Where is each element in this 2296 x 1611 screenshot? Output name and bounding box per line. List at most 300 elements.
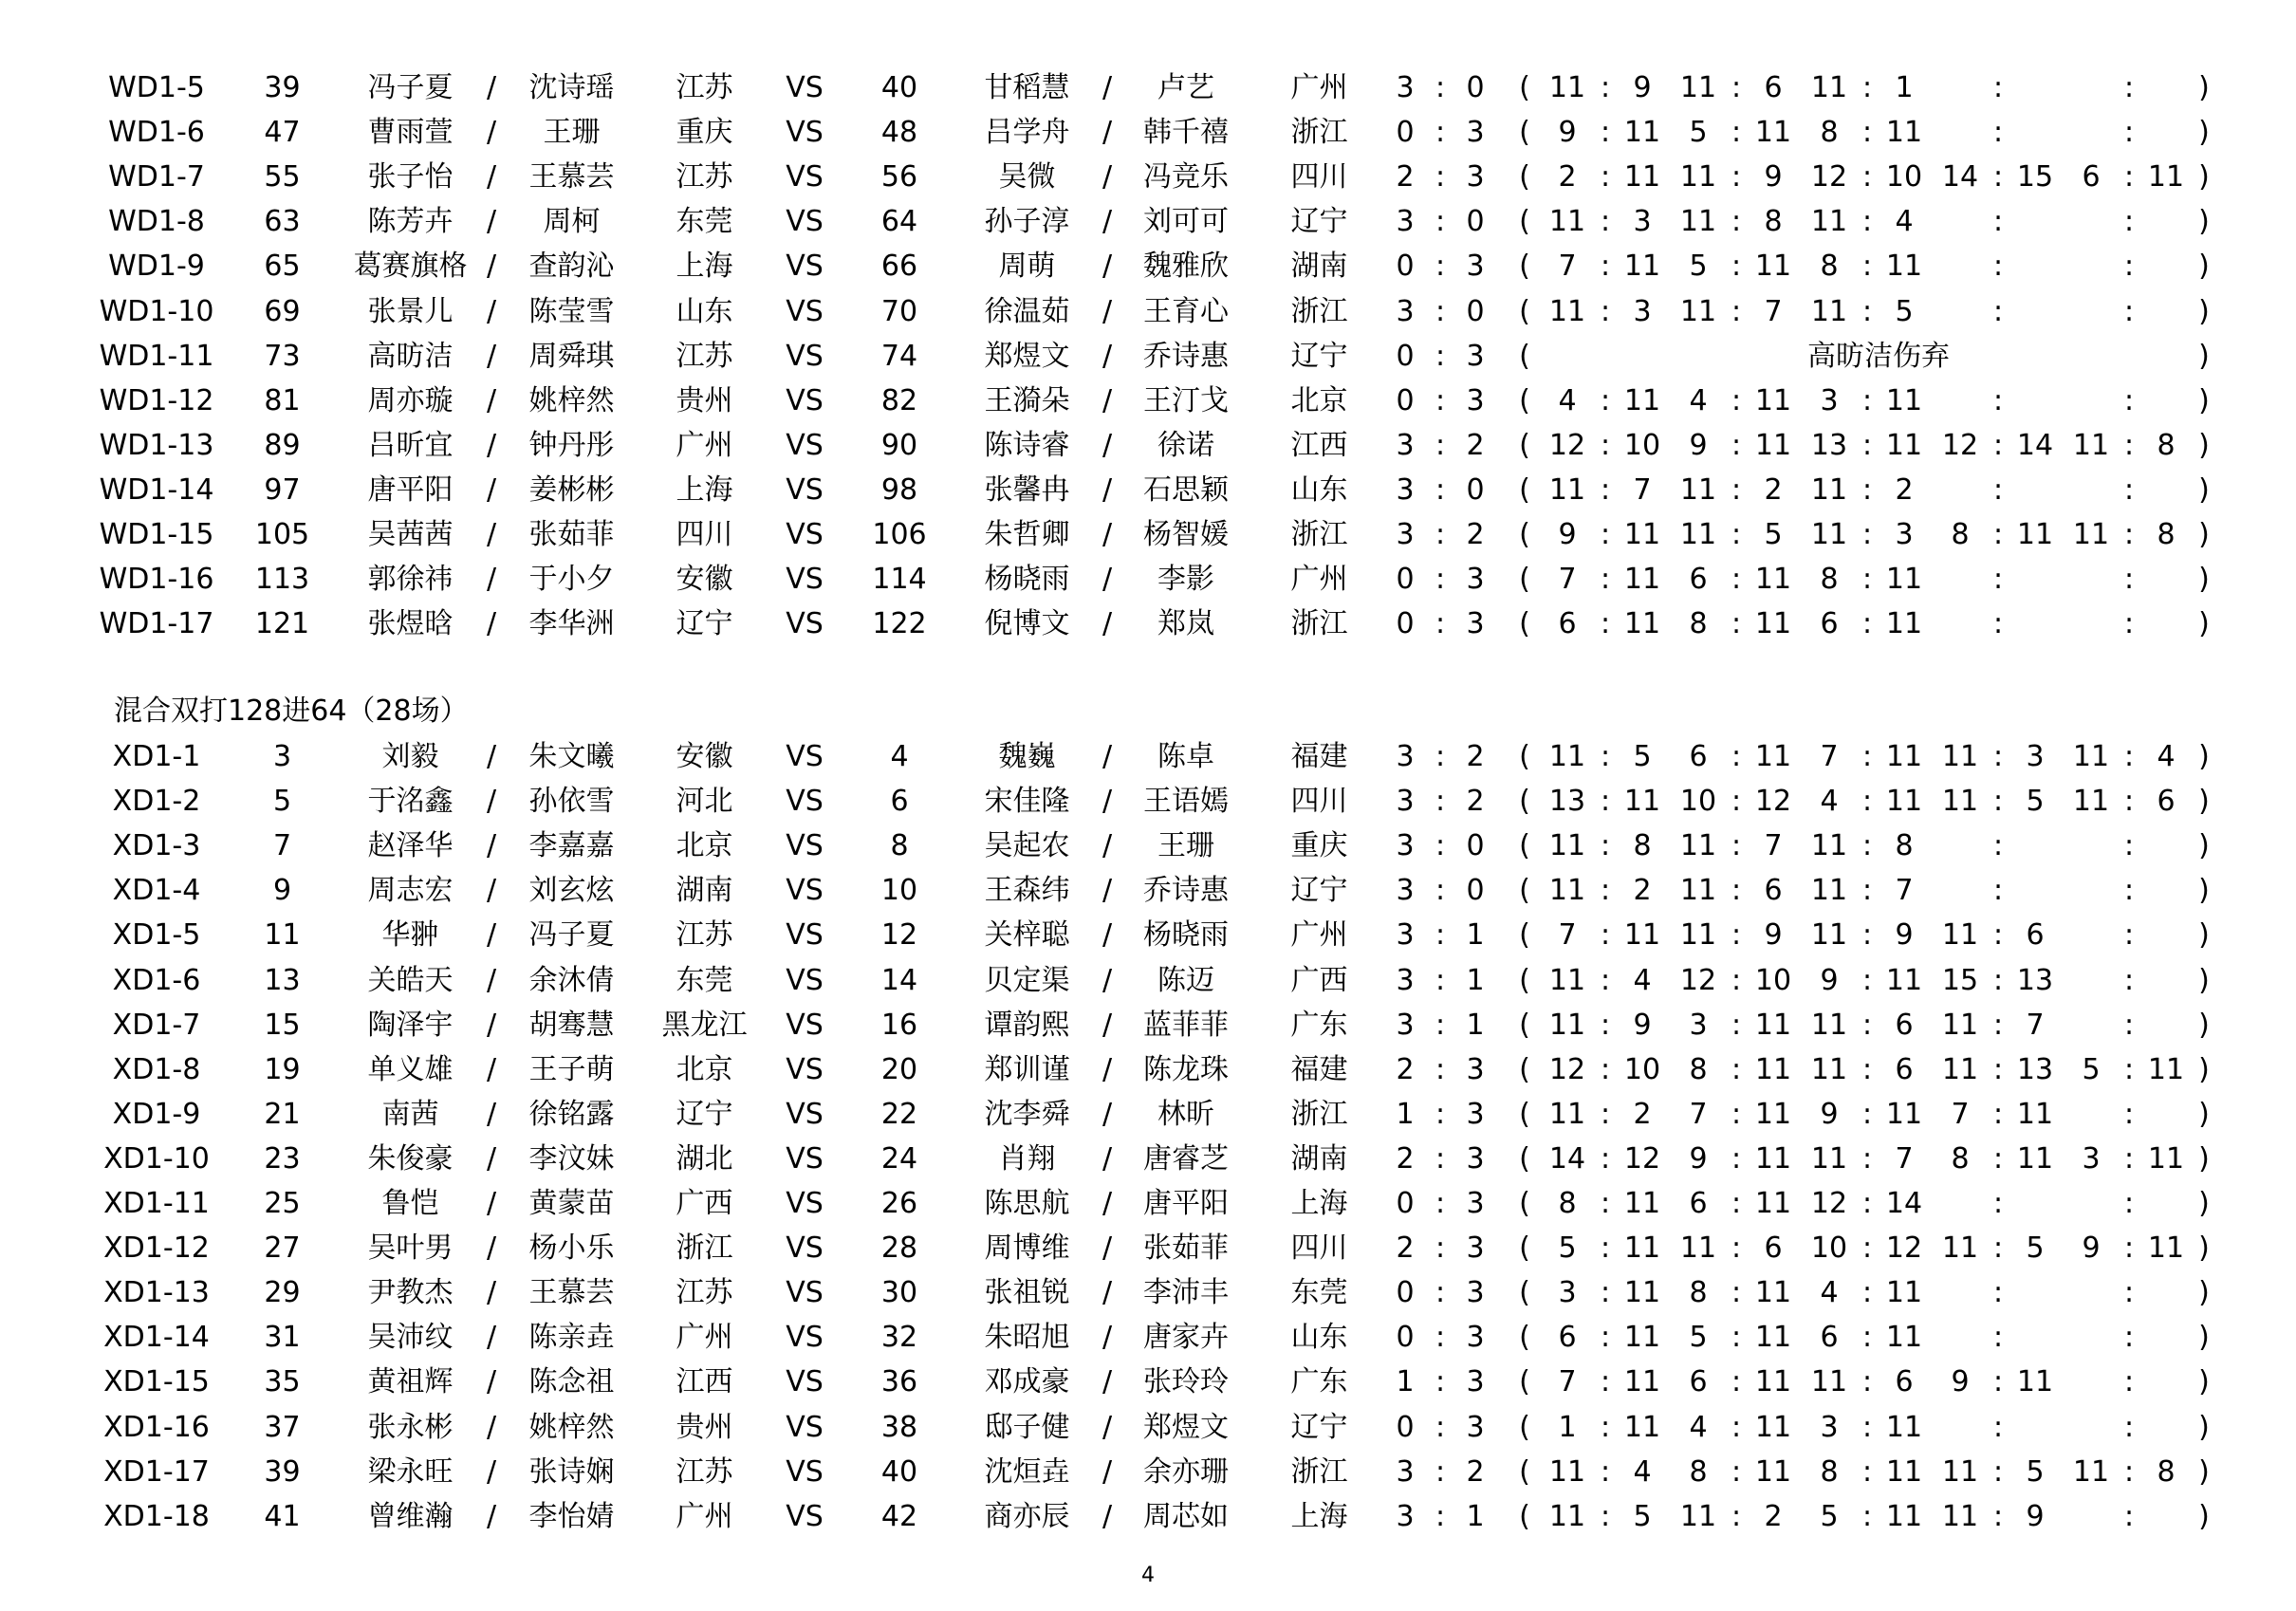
game-score [1932,780,2063,824]
seed-number-right: 90 [880,428,918,462]
player-name: 魏巍 [998,740,1056,773]
vs-label: VS [786,1365,824,1399]
team-region: 安徽 [676,563,733,597]
score-colon: : [1861,428,1873,462]
pair-separator: / [486,71,497,104]
open-paren: ( [1519,1097,1530,1131]
section-title-mixed-doubles: 混合双打128进64（28场） [114,694,469,728]
close-paren: ) [2198,1231,2210,1266]
vs-label: VS [786,874,824,908]
match-score-left: 2 [1396,1052,1415,1086]
game-points-right: 5 [2026,785,2045,819]
player-name: 甘稻慧 [984,71,1070,104]
score-colon: : [2123,518,2135,551]
open-paren: ( [1519,71,1530,104]
score-colon: : [1731,785,1742,819]
pair-separator: / [1102,829,1113,863]
game-points-right: 10 [1885,160,1923,194]
score-colon: : [1992,1454,2004,1489]
pair-separator: / [1102,1097,1113,1131]
player-name: 查韵沁 [528,250,615,284]
score-colon: : [1600,250,1611,284]
vs-label: VS [786,1231,824,1266]
player-name: 黄祖辉 [367,1365,454,1399]
game-points-left: 3 [2082,1141,2101,1176]
player-name: 陈思航 [984,1187,1070,1220]
match-code: XD1-18 [103,1499,210,1533]
game-points-left: 11 [1548,740,1586,773]
score-colon: : [2123,428,2135,462]
vs-label: VS [786,1187,824,1220]
team-region: 浙江 [1290,294,1348,328]
score-colon: : [2123,563,2135,597]
match-row [0,469,2296,512]
score-colon: : [1435,160,1446,194]
vs-label: VS [786,1454,824,1489]
game-points-right: 11 [1623,160,1661,194]
game-points-left: 11 [1679,294,1717,328]
open-paren: ( [1519,116,1530,150]
player-name: 关梓聪 [984,918,1070,953]
score-colon: : [2123,1499,2135,1533]
game-score [1670,424,1801,468]
game-points-right: 9 [2026,1499,2045,1533]
game-points-left: 11 [1548,1097,1586,1131]
seed-number-left: 19 [264,1052,301,1086]
match-row [0,380,2296,423]
score-colon: : [2123,1365,2135,1399]
game-score [1539,1361,1670,1404]
score-colon: : [1861,1365,1873,1399]
team-region: 辽宁 [1290,1410,1348,1444]
pair-separator: / [486,1321,497,1355]
match-score-right: 3 [1466,1187,1485,1220]
score-colon: : [1435,294,1446,328]
game-points-right: 6 [1764,874,1783,908]
seed-number-left: 105 [254,518,310,551]
score-colon: : [1992,1097,2004,1131]
match-code: XD1-13 [103,1276,210,1310]
game-points-right: 5 [2026,1454,2045,1489]
team-region: 辽宁 [676,607,733,641]
score-colon: : [1600,428,1611,462]
game-score [1932,1451,2063,1494]
game-points-left: 11 [1941,740,1979,773]
close-paren: ) [2198,71,2210,104]
match-row [0,335,2296,379]
score-colon: : [1600,1231,1611,1266]
game-score [1801,1406,1932,1450]
game-points-left: 9 [1951,1365,1970,1399]
pair-separator: / [486,1276,497,1310]
close-paren: ) [2198,874,2210,908]
match-score-right: 0 [1466,829,1485,863]
match-row [0,1451,2296,1494]
pair-separator: / [1102,740,1113,773]
game-score [1932,111,2063,155]
game-points-left: 11 [1548,1454,1586,1489]
game-points-right: 11 [1885,1321,1923,1355]
game-points-left: 12 [1548,1052,1586,1086]
player-name: 王漪朵 [984,383,1070,417]
close-paren: ) [2198,160,2210,194]
game-score [1801,602,1932,646]
match-score-right: 3 [1466,607,1485,641]
open-paren: ( [1519,563,1530,597]
player-name: 蓝菲菲 [1143,1008,1229,1042]
seed-number-left: 41 [264,1499,301,1533]
vs-label: VS [786,339,824,373]
match-row [0,1271,2296,1315]
match-score-right: 0 [1466,874,1485,908]
vs-label: VS [786,518,824,551]
game-points-right: 11 [1885,1499,1923,1533]
game-score [1932,1048,2063,1092]
team-region: 广州 [1290,563,1348,597]
game-points-left: 9 [1820,963,1839,997]
match-score-right: 3 [1466,1097,1485,1131]
game-score [1539,914,1670,957]
seed-number-right: 10 [880,874,918,908]
score-colon: : [1992,1141,2004,1176]
score-colon: : [2123,383,2135,417]
match-score-left: 3 [1396,785,1415,819]
seed-number-right: 24 [880,1141,918,1176]
player-name: 朱俊豪 [367,1141,454,1176]
seed-number-left: 23 [264,1141,301,1176]
open-paren: ( [1519,1008,1530,1042]
player-name: 周舜琪 [528,339,615,373]
match-score-left: 3 [1396,740,1415,773]
game-points-right: 11 [2147,1052,2185,1086]
game-score [1932,424,2063,468]
player-name: 张诗娴 [528,1454,615,1489]
score-colon: : [1600,205,1611,239]
seed-number-right: 66 [880,250,918,284]
score-colon: : [1600,1141,1611,1176]
player-name: 吕昕宜 [367,428,454,462]
vs-label: VS [786,1499,824,1533]
player-name: 沈烜垚 [984,1454,1070,1489]
game-points-left: 5 [1689,1321,1708,1355]
game-points-right: 5 [1764,518,1783,551]
vs-label: VS [786,116,824,150]
player-name: 郭徐祎 [367,563,454,597]
score-colon: : [1861,607,1873,641]
player-name: 李影 [1157,563,1214,597]
game-score [1801,1004,1932,1047]
score-colon: : [1731,963,1742,997]
seed-number-left: 73 [264,339,301,373]
game-score [1801,290,1932,334]
game-points-left: 7 [1558,1365,1577,1399]
score-colon: : [1435,563,1446,597]
player-name: 郑训谨 [984,1052,1070,1086]
team-region: 江西 [1290,428,1348,462]
seed-number-left: 97 [264,472,301,507]
game-score [1801,513,1932,557]
game-points-right: 9 [1633,1008,1652,1042]
game-score [1539,1227,1670,1270]
player-name: 商亦辰 [984,1499,1070,1533]
match-row [0,245,2296,288]
game-points-right: 5 [1895,294,1914,328]
game-points-right: 6 [2026,918,2045,953]
score-colon: : [1992,874,2004,908]
game-points-right: 11 [2016,518,2054,551]
team-region: 贵州 [676,1410,733,1444]
game-score [1932,1182,2063,1226]
match-score-left: 0 [1396,339,1415,373]
open-paren: ( [1519,250,1530,284]
match-score-right: 3 [1466,1410,1485,1444]
game-points-left: 11 [1810,294,1848,328]
match-row [0,1495,2296,1539]
score-colon: : [2123,116,2135,150]
player-name: 郑岚 [1157,607,1214,641]
game-points-left: 8 [1689,1052,1708,1086]
score-colon: : [2123,918,2135,953]
game-score [1932,513,2063,557]
match-row [0,1406,2296,1450]
game-points-right: 11 [1885,563,1923,597]
match-code: WD1-5 [108,71,205,104]
match-note: 高昉洁伤弃 [1807,339,1950,373]
score-colon: : [2123,1052,2135,1086]
player-name: 林昕 [1157,1097,1214,1131]
game-score [2063,914,2194,957]
close-paren: ) [2198,1141,2210,1176]
game-points-right: 8 [2157,1454,2176,1489]
vs-label: VS [786,1276,824,1310]
game-points-right: 3 [1895,518,1914,551]
open-paren: ( [1519,160,1530,194]
seed-number-right: 26 [880,1187,918,1220]
game-points-left: 11 [1810,205,1848,239]
game-score [1801,869,1932,913]
team-region: 上海 [1290,1187,1348,1220]
player-name: 关皓天 [367,963,454,997]
game-score [1932,245,2063,288]
game-score [2063,780,2194,824]
game-score [1539,1316,1670,1360]
score-colon: : [1992,250,2004,284]
game-points-left: 6 [1689,740,1708,773]
score-colon: : [1861,1499,1873,1533]
player-name: 王子萌 [528,1052,615,1086]
game-score [1932,869,2063,913]
player-name: 郑煜文 [1143,1410,1229,1444]
player-name: 徐诺 [1157,428,1214,462]
match-score-left: 3 [1396,294,1415,328]
team-region: 广州 [1290,71,1348,104]
score-colon: : [1600,160,1611,194]
match-row [0,156,2296,199]
player-name: 钟丹彤 [528,428,615,462]
game-points-left: 8 [1820,563,1839,597]
game-score [1670,602,1801,646]
match-row [0,111,2296,155]
game-points-left: 9 [1820,1097,1839,1131]
team-region: 辽宁 [1290,205,1348,239]
game-score [1670,869,1801,913]
seed-number-right: 42 [880,1499,918,1533]
game-points-left: 3 [1820,383,1839,417]
game-score [1670,513,1801,557]
team-region: 安徽 [676,740,733,773]
seed-number-right: 28 [880,1231,918,1266]
game-points-right: 12 [1623,1141,1661,1176]
pair-separator: / [486,383,497,417]
game-score [1539,959,1670,1003]
vs-label: VS [786,472,824,507]
game-score [1539,200,1670,244]
player-name: 张子怡 [367,160,454,194]
score-colon: : [1861,1231,1873,1266]
game-points-left: 11 [1810,1052,1848,1086]
score-colon: : [1861,1052,1873,1086]
score-colon: : [1731,563,1742,597]
game-score [1539,1004,1670,1047]
player-name: 张茹菲 [528,518,615,551]
close-paren: ) [2198,1454,2210,1489]
player-name: 姜彬彬 [528,472,615,507]
game-score [2063,1451,2194,1494]
team-region: 上海 [676,472,733,507]
open-paren: ( [1519,918,1530,953]
pair-separator: / [1102,71,1113,104]
player-name: 沈李舜 [984,1097,1070,1131]
player-name: 刘毅 [381,740,439,773]
team-region: 四川 [1290,160,1348,194]
game-points-right: 11 [1754,116,1792,150]
team-region: 浙江 [1290,1097,1348,1131]
score-colon: : [1435,1231,1446,1266]
team-region: 广州 [1290,918,1348,953]
close-paren: ) [2198,1276,2210,1310]
game-points-left: 9 [1558,518,1577,551]
match-code: WD1-10 [99,294,214,328]
match-code: XD1-16 [103,1410,210,1444]
close-paren: ) [2198,1187,2210,1220]
seed-number-left: 9 [272,874,292,908]
match-row [0,914,2296,957]
score-colon: : [1435,740,1446,773]
score-colon: : [1731,472,1742,507]
game-score [1670,1271,1801,1315]
match-score-left: 3 [1396,829,1415,863]
game-score [1932,959,2063,1003]
match-code: XD1-9 [112,1097,201,1131]
game-points-left: 4 [1558,383,1577,417]
game-score [1801,558,1932,602]
game-score [1801,780,1932,824]
seed-number-left: 3 [272,740,292,773]
player-name: 余亦珊 [1143,1454,1229,1489]
game-points-right: 3 [1633,294,1652,328]
player-name: 王森纬 [984,874,1070,908]
score-colon: : [1992,71,2004,104]
score-colon: : [1600,1499,1611,1533]
vs-label: VS [786,205,824,239]
game-points-left: 8 [1820,1454,1839,1489]
vs-label: VS [786,918,824,953]
match-row [0,1182,2296,1226]
match-row [0,824,2296,868]
game-points-right: 11 [1623,383,1661,417]
score-colon: : [1731,829,1742,863]
game-score [2063,824,2194,868]
team-region: 北京 [1290,383,1348,417]
game-points-right: 8 [1895,829,1914,863]
player-name: 陈亲垚 [528,1321,615,1355]
game-score [1670,1361,1801,1404]
match-code: XD1-2 [112,785,201,819]
player-name: 曾维瀚 [367,1499,454,1533]
team-region: 福建 [1290,740,1348,773]
score-colon: : [1435,205,1446,239]
pair-separator: / [486,1141,497,1176]
team-region: 贵州 [676,383,733,417]
team-region: 上海 [676,250,733,284]
score-colon: : [2123,250,2135,284]
game-score [2063,959,2194,1003]
seed-number-right: 6 [890,785,909,819]
game-points-right: 11 [1754,1008,1792,1042]
team-region: 山东 [676,294,733,328]
pair-separator: / [1102,1231,1113,1266]
seed-number-right: 56 [880,160,918,194]
game-score [2063,1004,2194,1047]
score-colon: : [1861,829,1873,863]
game-points-left: 4 [1820,1276,1839,1310]
score-colon: : [1435,472,1446,507]
match-score-right: 3 [1466,1141,1485,1176]
game-points-right: 3 [1633,205,1652,239]
game-score [1801,824,1932,868]
score-colon: : [1992,518,2004,551]
score-colon: : [2123,205,2135,239]
score-colon: : [1861,918,1873,953]
game-score [1539,1138,1670,1181]
close-paren: ) [2198,250,2210,284]
game-points-right: 11 [1754,1187,1792,1220]
score-colon: : [1861,1141,1873,1176]
player-name: 邓成豪 [984,1365,1070,1399]
game-score [1670,1004,1801,1047]
score-colon: : [1600,1097,1611,1131]
game-points-left: 6 [1558,1321,1577,1355]
score-colon: : [1731,294,1742,328]
game-points-left: 7 [1558,250,1577,284]
game-points-left: 7 [1689,1097,1708,1131]
score-colon: : [1600,518,1611,551]
page-number: 4 [1141,1564,1155,1587]
game-points-right: 1 [1895,71,1914,104]
match-score-right: 3 [1466,116,1485,150]
game-score [2063,602,2194,646]
game-score [1539,513,1670,557]
pair-separator: / [486,116,497,150]
game-score [1801,1316,1932,1360]
game-points-right: 11 [1754,1365,1792,1399]
vs-label: VS [786,1052,824,1086]
game-score [1801,1048,1932,1092]
seed-number-left: 15 [264,1008,301,1042]
score-colon: : [2123,1008,2135,1042]
player-name: 肖翔 [998,1141,1056,1176]
open-paren: ( [1519,1231,1530,1266]
